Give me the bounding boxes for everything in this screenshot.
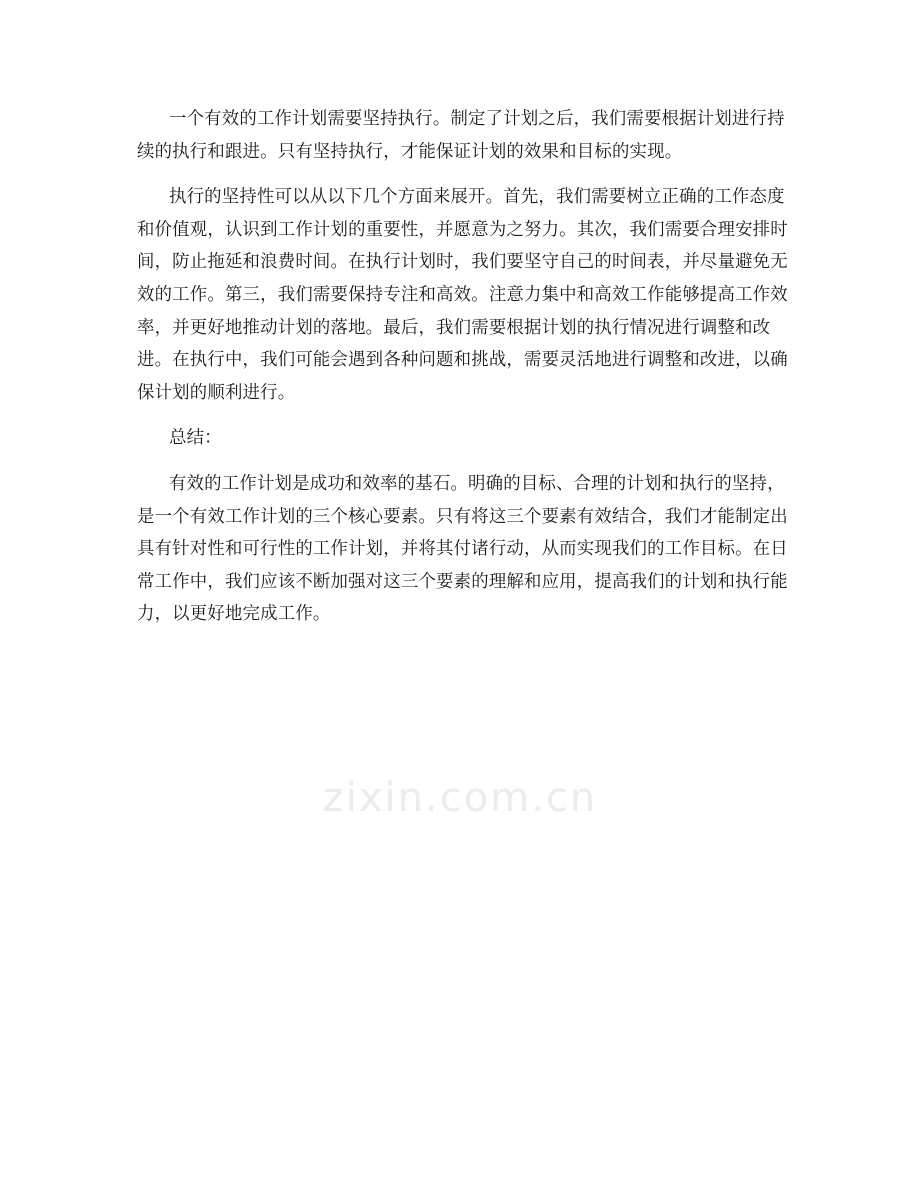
document-body [137,103,792,644]
paragraph-persistence: 执行的坚持性可以从以下几个方面来展开。首先，我们需要树立正确的工作态度和价值观，认识到工作计划的重要性，并愿意为之努力。其次，我们需要合理安排时间，防止拖延和浪费时间。在执行计划时，我们要坚守自己的时间表，并尽量避免无效的工作。第三，我们需要保持专注和高效。注意力集中和高效工作能够提高工作效率，并更好地推动计划的落地。最后，我们需要根据计划的执行情况进行调整和改进。在执行中，我们可能会遇到各种问题和挑战，需要灵活地进行调整和改进，以确保计划的顺利进行。 [137,187,788,403]
summary-heading: 总结： [169,428,222,449]
paragraph-summary: 有效的工作计划是成功和效率的基石。明确的目标、合理的计划和执行的坚持，是一个有效工作计划的三个核心要素。只有将这三个要素有效结合，我们才能制定出具有针对性和可行性的工作计划，并将其付诸行动，从而实现我们的工作目标。在日常工作中，我们应该不断加强对这三个要素的理解和应用，提高我们的计划和执行能力，以更好地完成工作。 [137,473,788,625]
watermark: zixin.com.cn [322,775,598,821]
paragraph-execution: 一个有效的工作计划需要坚持执行。制定了计划之后，我们需要根据计划进行持续的执行和跟进。只有坚持执行，才能保证计划的效果和目标的实现。 [137,109,785,162]
